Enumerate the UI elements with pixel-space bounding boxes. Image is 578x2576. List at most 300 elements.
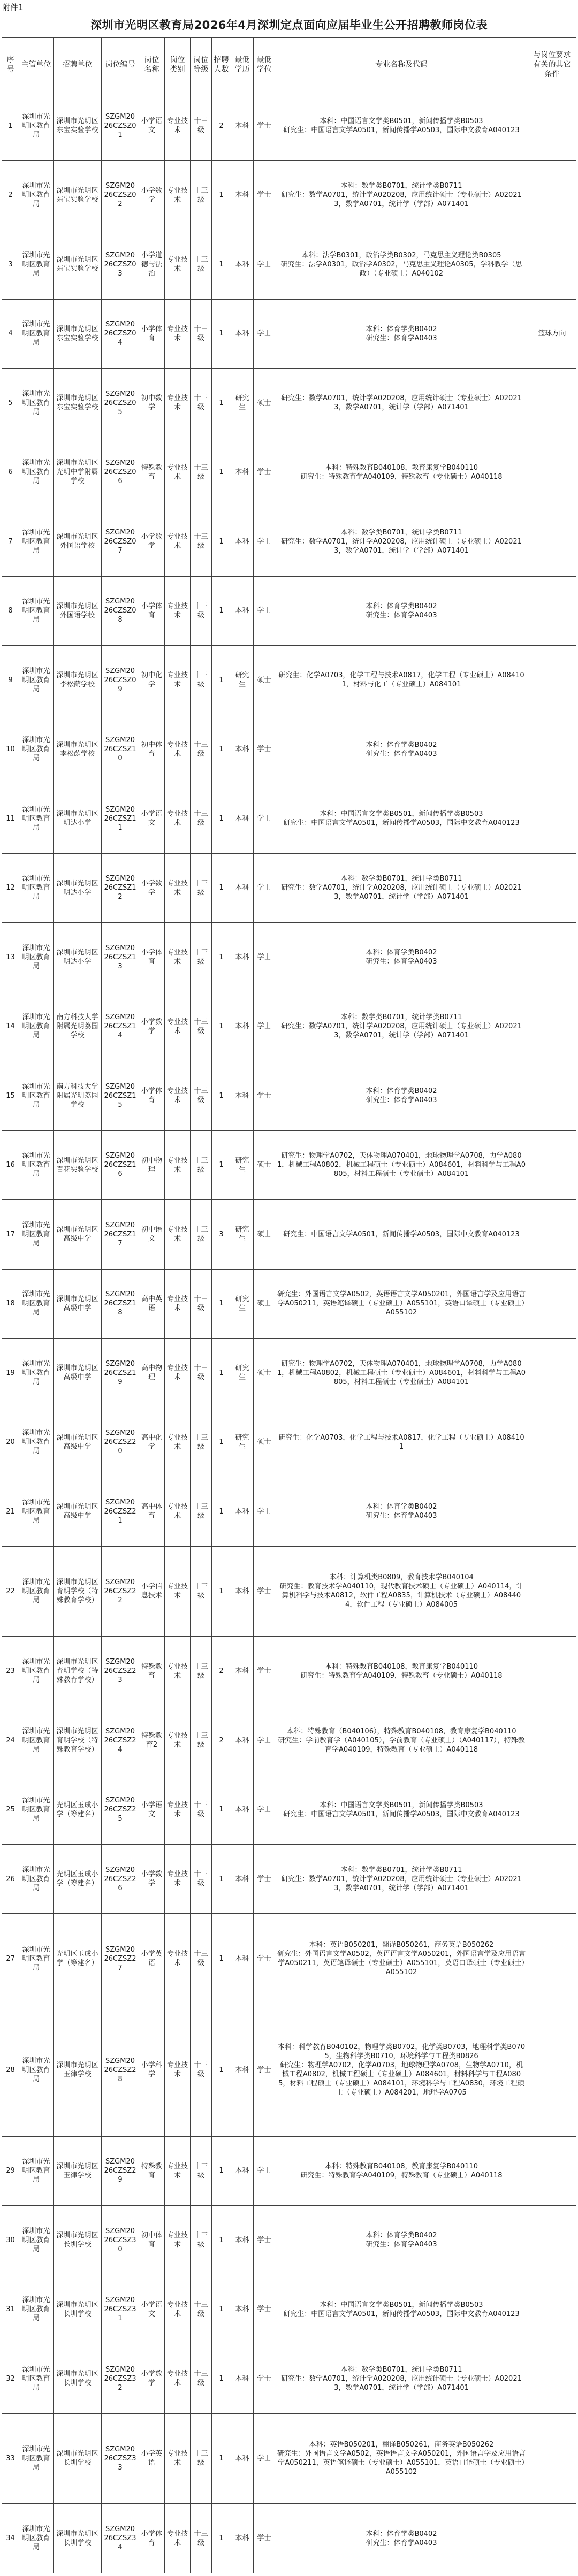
- cell-post-name: 小学信息技术: [139, 1546, 165, 1637]
- table-row: [2, 1269, 576, 1339]
- cell-headcount: 1: [212, 646, 231, 715]
- cell-post-grade: 十三级: [191, 646, 212, 715]
- cell-other-requirements: [528, 1775, 576, 1845]
- cell-min-degree: 学士: [254, 1706, 275, 1775]
- cell-authority: 深圳市光明区教育局: [19, 1914, 54, 2004]
- cell-min-degree: 硕士: [254, 1130, 275, 1200]
- table-row: [2, 1637, 576, 1706]
- cell-other-requirements: [528, 576, 576, 646]
- cell-min-education: 本科: [231, 2504, 254, 2573]
- cell-index: 12: [2, 853, 19, 923]
- cell-employer: 深圳市光明区外国语学校: [54, 576, 102, 646]
- cell-authority: 深圳市光明区教育局: [19, 438, 54, 507]
- cell-post-grade: 十三级: [191, 1339, 212, 1408]
- cell-index: 19: [2, 1339, 19, 1408]
- cell-post-category: 专业技术: [165, 853, 191, 923]
- col-header-index: 序号: [2, 38, 19, 91]
- cell-headcount: 2: [212, 91, 231, 161]
- cell-headcount: 2: [212, 1637, 231, 1706]
- cell-post-name: 特殊教育: [139, 1637, 165, 1706]
- cell-other-requirements: [528, 369, 576, 438]
- table-row: [2, 1130, 576, 1200]
- cell-other-requirements: [528, 507, 576, 577]
- cell-post-name: 小学语文: [139, 91, 165, 161]
- cell-employer: 深圳市光明区东宝实验学校: [54, 369, 102, 438]
- cell-headcount: 1: [212, 507, 231, 577]
- cell-min-degree: 学士: [254, 1775, 275, 1845]
- table-row: [2, 646, 576, 715]
- cell-other-requirements: [528, 1477, 576, 1547]
- cell-post-category: 专业技术: [165, 2413, 191, 2504]
- cell-other-requirements: [528, 2413, 576, 2504]
- cell-post-grade: 十三级: [191, 438, 212, 507]
- cell-other-requirements: [528, 715, 576, 784]
- cell-min-education: 本科: [231, 2004, 254, 2136]
- cell-other-requirements: [528, 992, 576, 1061]
- cell-employer: 深圳市光明区育明学校（特殊教育学校）: [54, 1706, 102, 1775]
- cell-post-category: 专业技术: [165, 230, 191, 300]
- cell-index: 7: [2, 507, 19, 577]
- cell-min-education: 研究生: [231, 1200, 254, 1270]
- cell-post-grade: 十三级: [191, 1637, 212, 1706]
- col-header-employer: 招聘单位: [54, 38, 102, 91]
- cell-post-grade: 十三级: [191, 1844, 212, 1914]
- cell-min-education: 本科: [231, 2136, 254, 2206]
- cell-employer: 深圳市光明区明达小学: [54, 853, 102, 923]
- cell-post-name: 高中英语: [139, 1269, 165, 1339]
- cell-post-name: 特殊教育: [139, 2136, 165, 2206]
- cell-post-name: 小学数学: [139, 1844, 165, 1914]
- cell-employer: 深圳市光明区光明中学附属学校: [54, 438, 102, 507]
- cell-post-category: 专业技术: [165, 1130, 191, 1200]
- cell-post-grade: 十三级: [191, 369, 212, 438]
- cell-post-category: 专业技术: [165, 1061, 191, 1131]
- cell-headcount: 1: [212, 853, 231, 923]
- cell-min-education: 研究生: [231, 646, 254, 715]
- cell-post-grade: 十三级: [191, 853, 212, 923]
- cell-min-education: 本科: [231, 230, 254, 300]
- cell-authority: 深圳市光明区教育局: [19, 715, 54, 784]
- cell-min-degree: 学士: [254, 2275, 275, 2344]
- cell-index: 16: [2, 1130, 19, 1200]
- cell-min-education: 本科: [231, 1706, 254, 1775]
- cell-post-name: 小学体育: [139, 2504, 165, 2573]
- cell-post-grade: 十三级: [191, 2413, 212, 2504]
- table-row: [2, 2004, 576, 2136]
- cell-min-degree: 硕士: [254, 1200, 275, 1270]
- cell-headcount: 1: [212, 1130, 231, 1200]
- cell-min-education: 本科: [231, 299, 254, 369]
- cell-post-category: 专业技术: [165, 2004, 191, 2136]
- cell-min-education: 本科: [231, 784, 254, 854]
- cell-post-name: 小学体育: [139, 1061, 165, 1131]
- cell-authority: 深圳市光明区教育局: [19, 2413, 54, 2504]
- cell-post-code: SZGM2026CZSZ21: [102, 1477, 139, 1547]
- cell-authority: 深圳市光明区教育局: [19, 369, 54, 438]
- cell-majors: 本科：中国语言文学类B0501，新闻传播学类B0503 研究生：中国语言文学A0501，新闻传播学A0503，国际中文教育A040123: [275, 2275, 528, 2344]
- cell-majors: 研究生：化学A0703，化学工程与技术A0817，化学工程（专业硕士）A084101，材料与化工（专业硕士）A084101: [275, 646, 528, 715]
- cell-min-degree: 学士: [254, 2206, 275, 2275]
- table-row: [2, 1477, 576, 1547]
- cell-post-name: 小学数学: [139, 507, 165, 577]
- cell-post-code: SZGM2026CZSZ20: [102, 1408, 139, 1477]
- cell-index: 18: [2, 1269, 19, 1339]
- cell-index: 10: [2, 715, 19, 784]
- cell-min-degree: 学士: [254, 2136, 275, 2206]
- cell-headcount: 1: [212, 2004, 231, 2136]
- cell-post-name: 初中语文: [139, 1200, 165, 1270]
- col-header-majors: 专业名称及代码: [275, 38, 528, 91]
- cell-min-degree: 学士: [254, 2004, 275, 2136]
- cell-employer: 深圳市光明区高级中学: [54, 1339, 102, 1408]
- cell-index: 3: [2, 230, 19, 300]
- cell-index: 20: [2, 1408, 19, 1477]
- cell-post-grade: 十三级: [191, 1130, 212, 1200]
- cell-authority: 深圳市光明区教育局: [19, 2344, 54, 2414]
- cell-post-code: SZGM2026CZSZ12: [102, 853, 139, 923]
- table-row: [2, 160, 576, 230]
- cell-authority: 深圳市光明区教育局: [19, 1408, 54, 1477]
- cell-employer: 深圳市光明区百花实验学校: [54, 1130, 102, 1200]
- cell-headcount: 1: [212, 230, 231, 300]
- cell-post-category: 专业技术: [165, 507, 191, 577]
- cell-min-degree: 学士: [254, 299, 275, 369]
- cell-other-requirements: [528, 1408, 576, 1477]
- cell-min-education: 本科: [231, 2275, 254, 2344]
- cell-post-code: SZGM2026CZSZ32: [102, 2344, 139, 2414]
- cell-post-category: 专业技术: [165, 2344, 191, 2414]
- cell-majors: 本科：数学类B0701，统计学类B0711 研究生：数学A0701，统计学A020208，应用统计硕士（专业硕士）A020213，数学A0701，统计学（学部）A071401: [275, 160, 528, 230]
- cell-authority: 深圳市光明区教育局: [19, 992, 54, 1061]
- cell-post-grade: 十三级: [191, 1061, 212, 1131]
- cell-post-category: 专业技术: [165, 1408, 191, 1477]
- cell-min-degree: 硕士: [254, 1269, 275, 1339]
- recruitment-table: [2, 37, 576, 2573]
- cell-min-education: 本科: [231, 1914, 254, 2004]
- cell-headcount: 1: [212, 369, 231, 438]
- cell-post-name: 小学数学: [139, 853, 165, 923]
- table-row: [2, 230, 576, 300]
- cell-authority: 深圳市光明区教育局: [19, 1130, 54, 1200]
- cell-majors: 本科：体育学类B0402 研究生：体育学A0403: [275, 2504, 528, 2573]
- cell-other-requirements: [528, 91, 576, 161]
- cell-headcount: 1: [212, 2413, 231, 2504]
- cell-post-grade: 十三级: [191, 299, 212, 369]
- cell-authority: 深圳市光明区教育局: [19, 576, 54, 646]
- cell-min-education: 本科: [231, 160, 254, 230]
- cell-min-education: 本科: [231, 2206, 254, 2275]
- cell-post-code: SZGM2026CZSZ25: [102, 1775, 139, 1845]
- cell-employer: 深圳市光明区玉律学校: [54, 2004, 102, 2136]
- cell-post-name: 初中物理: [139, 1130, 165, 1200]
- cell-post-grade: 十三级: [191, 160, 212, 230]
- table-row: [2, 1775, 576, 1845]
- table-row: [2, 2136, 576, 2206]
- table-row: [2, 1061, 576, 1131]
- cell-other-requirements: [528, 784, 576, 854]
- cell-employer: 深圳市光明区高级中学: [54, 1477, 102, 1547]
- cell-post-code: SZGM2026CZSZ31: [102, 2275, 139, 2344]
- cell-min-education: 本科: [231, 992, 254, 1061]
- cell-post-grade: 十三级: [191, 1546, 212, 1637]
- cell-index: 4: [2, 299, 19, 369]
- table-row: [2, 1706, 576, 1775]
- cell-employer: 光明区玉成小学（筹建名）: [54, 1844, 102, 1914]
- cell-majors: 本科：体育学类B0402 研究生：体育学A0403: [275, 715, 528, 784]
- cell-post-code: SZGM2026CZSZ08: [102, 576, 139, 646]
- cell-authority: 深圳市光明区教育局: [19, 91, 54, 161]
- cell-post-grade: 十三级: [191, 1775, 212, 1845]
- cell-headcount: 1: [212, 160, 231, 230]
- cell-majors: 本科：中国语言文学类B0501，新闻传播学类B0503 研究生：中国语言文学A0501，新闻传播学A0503，国际中文教育A040123: [275, 1775, 528, 1845]
- table-row: [2, 1546, 576, 1637]
- cell-employer: 深圳市光明区育明学校（特殊教育学校）: [54, 1546, 102, 1637]
- cell-post-code: SZGM2026CZSZ22: [102, 1546, 139, 1637]
- col-header-post-grade: 岗位等级: [191, 38, 212, 91]
- cell-employer: 深圳市光明区高级中学: [54, 1408, 102, 1477]
- table-row: [2, 1914, 576, 2004]
- cell-post-code: SZGM2026CZSZ24: [102, 1706, 139, 1775]
- cell-post-grade: 十三级: [191, 715, 212, 784]
- cell-post-name: 初中化学: [139, 646, 165, 715]
- cell-employer: 深圳市光明区明达小学: [54, 923, 102, 992]
- cell-post-name: 特殊教育: [139, 438, 165, 507]
- cell-post-code: SZGM2026CZSZ03: [102, 230, 139, 300]
- table-row: [2, 2206, 576, 2275]
- cell-other-requirements: [528, 853, 576, 923]
- cell-authority: 深圳市光明区教育局: [19, 2504, 54, 2573]
- cell-employer: 深圳市光明区长圳学校: [54, 2504, 102, 2573]
- cell-post-code: SZGM2026CZSZ26: [102, 1844, 139, 1914]
- cell-index: 34: [2, 2504, 19, 2573]
- cell-other-requirements: [528, 1339, 576, 1408]
- cell-employer: 深圳市光明区育明学校（特殊教育学校）: [54, 1637, 102, 1706]
- col-header-min-degree: 最低学位: [254, 38, 275, 91]
- cell-min-degree: 硕士: [254, 1339, 275, 1408]
- cell-post-grade: 十三级: [191, 2504, 212, 2573]
- annex-label: 附件1: [2, 3, 24, 12]
- cell-post-grade: 十三级: [191, 1706, 212, 1775]
- cell-min-degree: 硕士: [254, 1408, 275, 1477]
- table-row: [2, 369, 576, 438]
- cell-min-education: 本科: [231, 923, 254, 992]
- cell-post-code: SZGM2026CZSZ30: [102, 2206, 139, 2275]
- cell-post-code: SZGM2026CZSZ29: [102, 2136, 139, 2206]
- cell-min-education: 研究生: [231, 1130, 254, 1200]
- cell-employer: 深圳市光明区玉律学校: [54, 2136, 102, 2206]
- cell-min-degree: 学士: [254, 438, 275, 507]
- cell-other-requirements: 篮球方向: [528, 299, 576, 369]
- cell-other-requirements: [528, 1130, 576, 1200]
- cell-headcount: 1: [212, 1844, 231, 1914]
- cell-post-name: 初中体育: [139, 2206, 165, 2275]
- cell-min-degree: 硕士: [254, 646, 275, 715]
- cell-authority: 深圳市光明区教育局: [19, 1775, 54, 1845]
- cell-post-category: 专业技术: [165, 1914, 191, 2004]
- cell-post-grade: 十三级: [191, 784, 212, 854]
- table-row: [2, 923, 576, 992]
- cell-min-degree: 学士: [254, 507, 275, 577]
- cell-index: 13: [2, 923, 19, 992]
- cell-authority: 深圳市光明区教育局: [19, 853, 54, 923]
- cell-post-name: 小学科学: [139, 2004, 165, 2136]
- cell-min-degree: 硕士: [254, 369, 275, 438]
- cell-majors: 本科：数学类B0701，统计学类B0711 研究生：数学A0701，统计学A020208，应用统计硕士（专业硕士）A020213，数学A0701，统计学（学部）A071401: [275, 1844, 528, 1914]
- cell-headcount: 1: [212, 2344, 231, 2414]
- cell-post-category: 专业技术: [165, 91, 191, 161]
- cell-min-education: 本科: [231, 2344, 254, 2414]
- cell-index: 11: [2, 784, 19, 854]
- cell-other-requirements: [528, 2136, 576, 2206]
- cell-index: 6: [2, 438, 19, 507]
- cell-min-degree: 学士: [254, 1914, 275, 2004]
- cell-post-name: 小学体育: [139, 576, 165, 646]
- cell-post-grade: 十三级: [191, 91, 212, 161]
- table-row: [2, 438, 576, 507]
- cell-post-name: 初中数学: [139, 369, 165, 438]
- cell-post-grade: 十三级: [191, 2136, 212, 2206]
- cell-post-name: 初中体育: [139, 715, 165, 784]
- cell-majors: 本科：计算机类B0809，教育技术学B040104 研究生：教育技术学A040110，现代教育技术硕士（专业硕士）A040114，计算机科学与技术A0812，软件工程A0835，计算机技术（专业硕士）A084404，软件工程（专业硕士）A084005: [275, 1546, 528, 1637]
- cell-index: 30: [2, 2206, 19, 2275]
- table-body: [2, 91, 576, 2573]
- cell-other-requirements: [528, 2504, 576, 2573]
- cell-other-requirements: [528, 2275, 576, 2344]
- cell-index: 9: [2, 646, 19, 715]
- cell-post-name: 小学语文: [139, 1775, 165, 1845]
- cell-headcount: 1: [212, 438, 231, 507]
- cell-authority: 深圳市光明区教育局: [19, 2206, 54, 2275]
- cell-authority: 深圳市光明区教育局: [19, 299, 54, 369]
- cell-headcount: 1: [212, 2275, 231, 2344]
- cell-headcount: 2: [212, 1706, 231, 1775]
- cell-min-degree: 学士: [254, 91, 275, 161]
- cell-index: 32: [2, 2344, 19, 2414]
- cell-min-education: 本科: [231, 1477, 254, 1547]
- cell-majors: 本科：数学类B0701，统计学类B0711 研究生：数学A0701，统计学A020208，应用统计硕士（专业硕士）A020213，数学A0701，统计学（学部）A071401: [275, 853, 528, 923]
- cell-post-code: SZGM2026CZSZ06: [102, 438, 139, 507]
- cell-majors: 本科：科学教育B040102，物理学类B0702，化学类B0703，地理科学类B0705，生物科学类B0710，环境科学与工程类B0826 研究生：物理学A0702，化学A0703，地球物理学A0708，生物学A0710，机械工程A0802，机械工程硕士（专业硕士）A084601，材料科学与工程A0805，材料工程硕士（专业硕士）A084101，环境科学与工程A0830，环境工程硕士（专业硕士）A084201，地理学A0705: [275, 2004, 528, 2136]
- cell-min-education: 研究生: [231, 369, 254, 438]
- cell-headcount: 1: [212, 2136, 231, 2206]
- table-container: [2, 37, 576, 2573]
- cell-post-code: SZGM2026CZSZ10: [102, 715, 139, 784]
- cell-employer: 深圳市光明区东宝实验学校: [54, 230, 102, 300]
- cell-majors: 本科：数学类B0701，统计学类B0711 研究生：数学A0701，统计学A020208，应用统计硕士（专业硕士）A020213，数学A0701，统计学（学部）A071401: [275, 2344, 528, 2414]
- cell-headcount: 1: [212, 715, 231, 784]
- cell-post-code: SZGM2026CZSZ13: [102, 923, 139, 992]
- cell-post-category: 专业技术: [165, 2206, 191, 2275]
- cell-min-degree: 学士: [254, 2413, 275, 2504]
- table-row: [2, 992, 576, 1061]
- table-header-row: [2, 38, 576, 91]
- cell-authority: 深圳市光明区教育局: [19, 1637, 54, 1706]
- cell-post-grade: 十三级: [191, 576, 212, 646]
- cell-employer: 深圳市光明区东宝实验学校: [54, 91, 102, 161]
- cell-post-grade: 十三级: [191, 1200, 212, 1270]
- cell-post-code: SZGM2026CZSZ02: [102, 160, 139, 230]
- cell-employer: 深圳市光明区外国语学校: [54, 507, 102, 577]
- cell-post-category: 专业技术: [165, 2275, 191, 2344]
- cell-authority: 深圳市光明区教育局: [19, 1339, 54, 1408]
- cell-authority: 深圳市光明区教育局: [19, 784, 54, 854]
- col-header-headcount: 招聘人数: [212, 38, 231, 91]
- cell-headcount: 1: [212, 992, 231, 1061]
- cell-post-category: 专业技术: [165, 784, 191, 854]
- cell-min-degree: 学士: [254, 1844, 275, 1914]
- cell-post-category: 专业技术: [165, 1706, 191, 1775]
- cell-authority: 深圳市光明区教育局: [19, 507, 54, 577]
- cell-employer: 光明区玉成小学（筹建名）: [54, 1775, 102, 1845]
- cell-majors: 本科：英语B050201，翻译B050261，商务英语B050262 研究生：外国语言文学A0502，英语语言文学A050201，外国语言学及应用语言学A050211，英语笔译硕士（专业硕士）A055101，英语口译硕士（专业硕士）A055102: [275, 1914, 528, 2004]
- table-row: [2, 576, 576, 646]
- cell-other-requirements: [528, 2206, 576, 2275]
- cell-index: 17: [2, 1200, 19, 1270]
- cell-min-education: 本科: [231, 2413, 254, 2504]
- table-row: [2, 853, 576, 923]
- cell-min-degree: 学士: [254, 784, 275, 854]
- cell-majors: 研究生：化学A0703，化学工程与技术A0817，化学工程（专业硕士）A084101: [275, 1408, 528, 1477]
- cell-other-requirements: [528, 160, 576, 230]
- cell-post-code: SZGM2026CZSZ04: [102, 299, 139, 369]
- cell-other-requirements: [528, 1637, 576, 1706]
- cell-index: 25: [2, 1775, 19, 1845]
- cell-min-degree: 学士: [254, 1477, 275, 1547]
- cell-authority: 深圳市光明区教育局: [19, 2275, 54, 2344]
- cell-post-category: 专业技术: [165, 1477, 191, 1547]
- cell-employer: 南方科技大学附属光明荔园学校: [54, 1061, 102, 1131]
- cell-other-requirements: [528, 438, 576, 507]
- cell-min-degree: 学士: [254, 576, 275, 646]
- cell-authority: 深圳市光明区教育局: [19, 1706, 54, 1775]
- cell-post-grade: 十三级: [191, 507, 212, 577]
- table-row: [2, 2275, 576, 2344]
- cell-index: 28: [2, 2004, 19, 2136]
- cell-post-name: 特殊教育2: [139, 1706, 165, 1775]
- cell-post-code: SZGM2026CZSZ23: [102, 1637, 139, 1706]
- cell-other-requirements: [528, 646, 576, 715]
- cell-index: 21: [2, 1477, 19, 1547]
- cell-post-code: SZGM2026CZSZ17: [102, 1200, 139, 1270]
- table-row: [2, 1200, 576, 1270]
- table-row: [2, 2504, 576, 2573]
- cell-post-code: SZGM2026CZSZ07: [102, 507, 139, 577]
- cell-post-name: 高中化学: [139, 1408, 165, 1477]
- cell-min-degree: 学士: [254, 853, 275, 923]
- cell-headcount: 1: [212, 1339, 231, 1408]
- cell-headcount: 1: [212, 1408, 231, 1477]
- cell-majors: 本科：特殊教育B040108，教育康复学B040110 研究生：特殊教育学A040109，特殊教育（专业硕士）A040118: [275, 2136, 528, 2206]
- cell-post-code: SZGM2026CZSZ19: [102, 1339, 139, 1408]
- cell-post-grade: 十三级: [191, 1269, 212, 1339]
- col-header-post-code: 岗位编号: [102, 38, 139, 91]
- cell-majors: 本科：特殊教育B040108，教育康复学B040110 研究生：特殊教育学A040109，特殊教育（专业硕士）A040118: [275, 1637, 528, 1706]
- cell-majors: 本科：体育学类B0402 研究生：体育学A0403: [275, 1061, 528, 1131]
- cell-post-grade: 十三级: [191, 2004, 212, 2136]
- cell-authority: 深圳市光明区教育局: [19, 1477, 54, 1547]
- cell-index: 31: [2, 2275, 19, 2344]
- cell-min-education: 本科: [231, 438, 254, 507]
- cell-min-degree: 学士: [254, 2344, 275, 2414]
- cell-post-category: 专业技术: [165, 369, 191, 438]
- cell-post-code: SZGM2026CZSZ34: [102, 2504, 139, 2573]
- cell-min-education: 本科: [231, 1637, 254, 1706]
- cell-headcount: 1: [212, 299, 231, 369]
- cell-post-code: SZGM2026CZSZ11: [102, 784, 139, 854]
- table-row: [2, 715, 576, 784]
- col-header-authority: 主管单位: [19, 38, 54, 91]
- col-header-post-category: 岗位类别: [165, 38, 191, 91]
